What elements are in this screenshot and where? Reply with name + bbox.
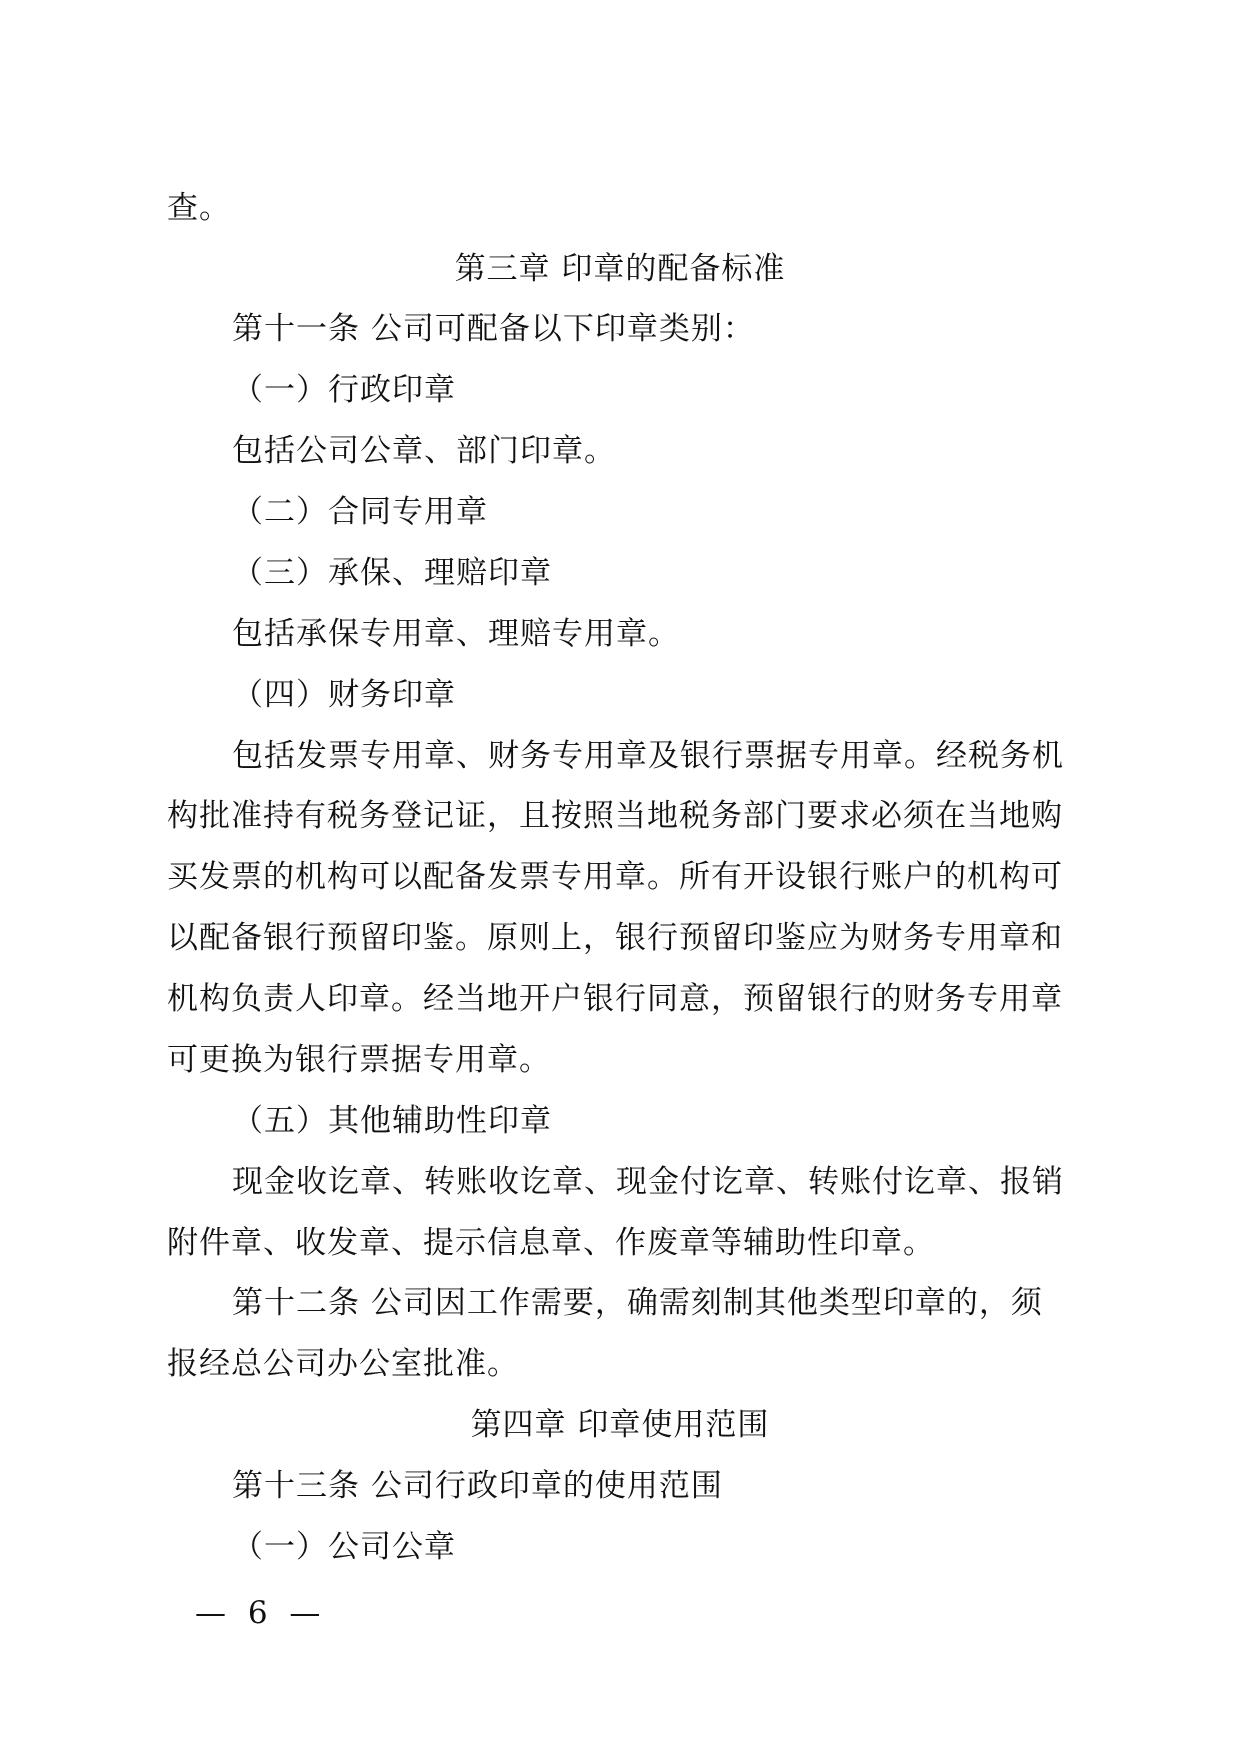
paragraph-financial-line-6: 可更换为银行票据专用章。 [167, 1042, 551, 1078]
paragraph-financial-line-5: 机构负责人印章。经当地开户银行同意，预留银行的财务专用章 [167, 981, 1063, 1017]
page-number: — 6 — [195, 1595, 327, 1631]
text-line-continuation: 查。 [167, 190, 231, 226]
chapter-heading-3: 第三章 印章的配备标准 [454, 251, 786, 287]
item-underwriting-seal: （三）承保、理赔印章 [232, 555, 552, 591]
article-12-line-1: 第十二条 公司因工作需要，确需刻制其他类型印章的，须 [232, 1285, 1043, 1321]
article-13: 第十三条 公司行政印章的使用范围 [232, 1468, 723, 1504]
paragraph-administrative-seal: 包括公司公章、部门印章。 [232, 433, 616, 469]
chapter-heading-4: 第四章 印章使用范围 [470, 1407, 770, 1443]
paragraph-underwriting-seal: 包括承保专用章、理赔专用章。 [232, 616, 680, 652]
paragraph-financial-line-2: 构批准持有税务登记证，且按照当地税务部门要求必须在当地购 [167, 798, 1063, 834]
paragraph-financial-line-4: 以配备银行预留印鉴。原则上，银行预留印鉴应为财务专用章和 [167, 920, 1063, 956]
item-contract-seal: （二）合同专用章 [232, 494, 488, 530]
item-auxiliary-seal: （五）其他辅助性印章 [232, 1103, 552, 1139]
item-administrative-seal: （一）行政印章 [232, 372, 456, 408]
paragraph-auxiliary-line-1: 现金收讫章、转账收讫章、现金付讫章、转账付讫章、报销 [232, 1164, 1064, 1200]
item-financial-seal: （四）财务印章 [232, 677, 456, 713]
article-11: 第十一条 公司可配备以下印章类别： [232, 311, 755, 347]
item-company-seal: （一）公司公章 [232, 1529, 456, 1565]
paragraph-financial-line-3: 买发票的机构可以配备发票专用章。所有开设银行账户的机构可 [167, 859, 1063, 895]
article-12-line-2: 报经总公司办公室批准。 [167, 1346, 519, 1382]
paragraph-auxiliary-line-2: 附件章、收发章、提示信息章、作废章等辅助性印章。 [167, 1225, 935, 1261]
paragraph-financial-line-1: 包括发票专用章、财务专用章及银行票据专用章。经税务机 [232, 738, 1064, 774]
